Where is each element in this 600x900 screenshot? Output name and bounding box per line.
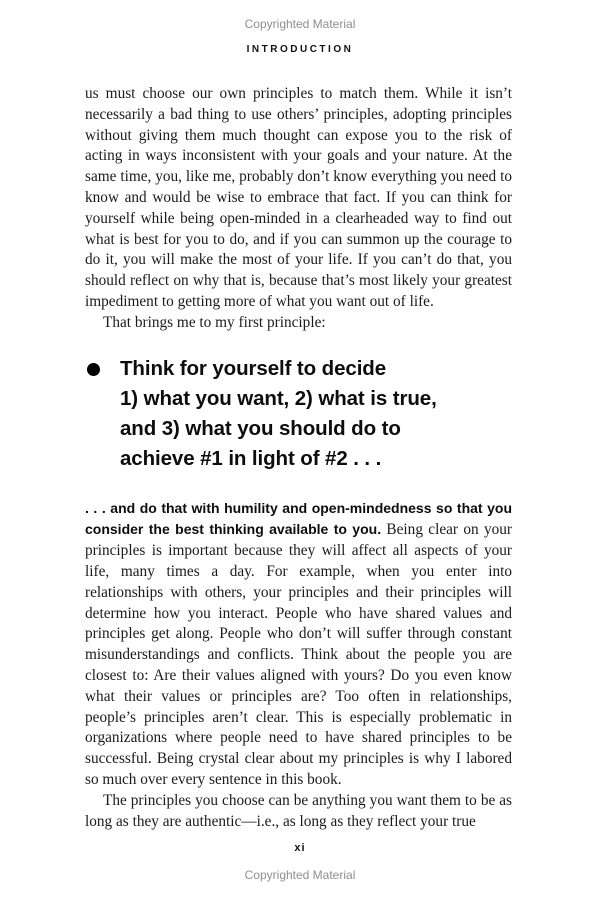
principle-line-4: achieve #1 in light of #2 . . . — [120, 446, 382, 470]
copyright-notice-top: Copyrighted Material — [244, 17, 356, 31]
paragraph-3 — [85, 498, 512, 791]
page-number: xi — [294, 842, 306, 854]
paragraph-1: us must choose our own principles to match them. While it isn’t necessarily a bad thing to use others’ principles, adopting principles without giving them much thought can expose you to the risk of acting in ways inconsistent with your goals and your nature. At the same time, you, like me, probably don’t know everything you need to know and would be wise to embrace that fact. If you can think for yourself while being open-minded in a clearheaded way to find out what is best for you to do, and if you can summon up the courage to do it, you will make the most of your life. If you can’t do that, you should reflect on why that is, because that’s most likely your greatest impediment to getting more of what you want out of life. — [85, 85, 512, 310]
bullet-icon — [87, 363, 100, 376]
principle-line-1: Think for yourself to decide — [120, 356, 387, 380]
principle-line-2: 1) what you want, 2) what is true, — [120, 386, 437, 410]
paragraph-3-bold-lead: . . . and do that with humility and open-mindedness so that you consider the best thinking available to you. — [85, 499, 512, 538]
section-header: INTRODUCTION — [246, 44, 354, 55]
principle-heading — [120, 354, 437, 474]
paragraph-3-text: Being clear on your principles is important because they will affect all aspects of your life, many times a day. For example, when you enter into relationships with others, your principles and their principles will determine how you interact. People who have shared values and principles get along. People who don’t will suffer through constant misunderstandings and conflicts. Think about the people you are closest to: Are their values aligned with yours? Do you even know what their values or principles are? Too often in relationships, people’s principles aren’t clear. This is especially problematic in organizations where people need to have shared principles to be successful. Being crystal clear about my principles is why I labored so much over every sentence in this book. — [85, 521, 512, 788]
copyright-notice-bottom: Copyrighted Material — [244, 868, 356, 882]
principle-block — [87, 354, 512, 474]
page-body — [85, 84, 512, 832]
paragraph-4: The principles you choose can be anything you want them to be as long as they are authentic—i.e., as long as they reflect your true — [85, 791, 512, 830]
paragraph-2: That brings me to my first principle: — [103, 313, 326, 331]
principle-line-3: and 3) what you should do to — [120, 416, 401, 440]
